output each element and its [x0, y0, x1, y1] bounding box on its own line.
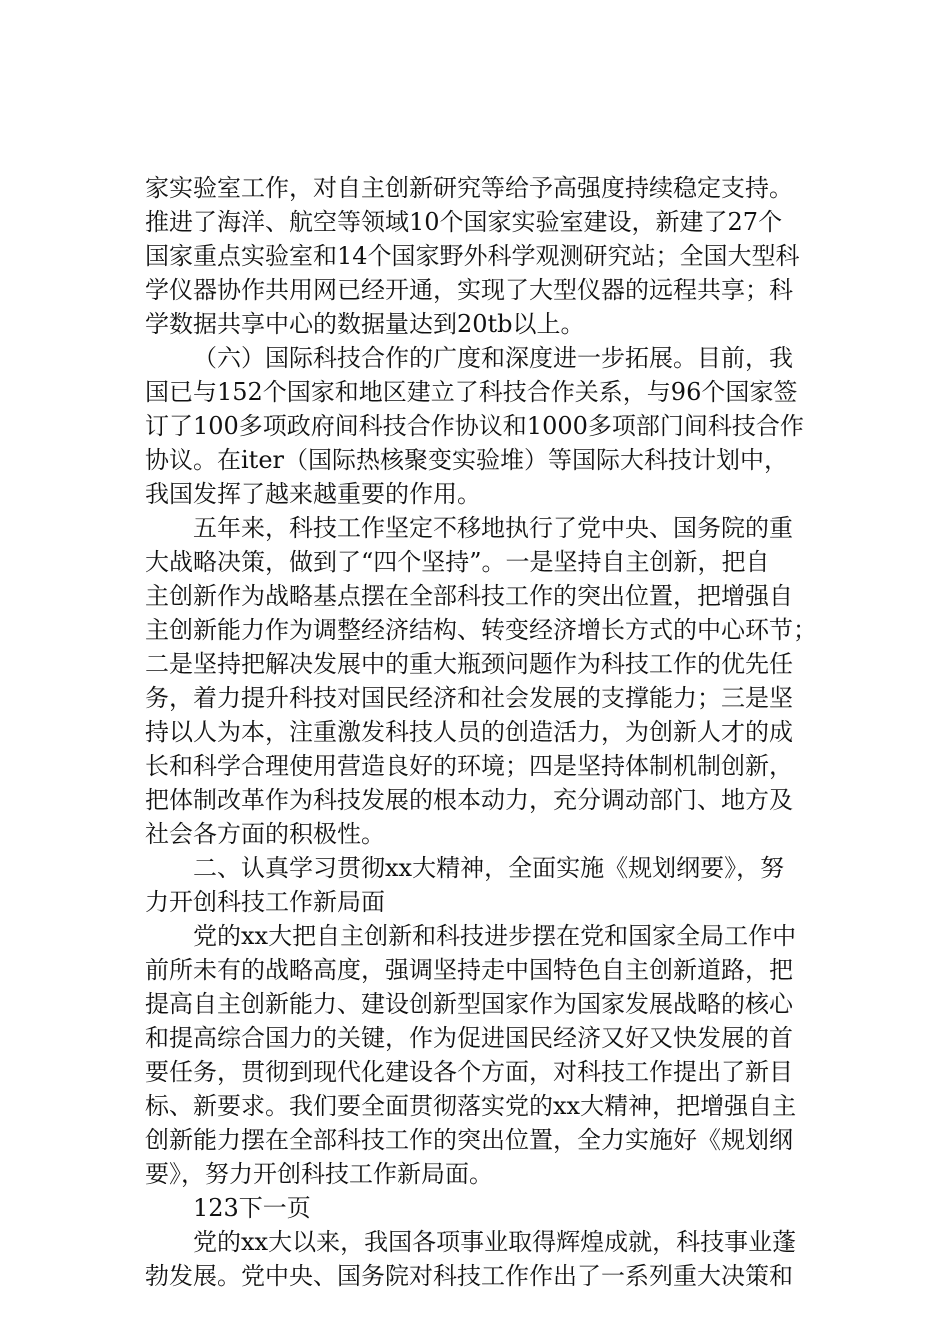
- text-line: 创新能力摆在全部科技工作的突出位置，全力实施好《规划纲: [145, 1126, 793, 1154]
- text-line: 大战略决策，做到了“四个坚持”。一是坚持自主创新，把自: [145, 548, 770, 576]
- text-line: 订了100多项政府间科技合作协议和1000多项部门间科技合作: [145, 412, 804, 440]
- text-line: 把体制改革作为科技发展的根本动力，充分调动部门、地方及: [145, 786, 793, 814]
- text-line: 长和科学合理使用营造良好的环境；四是坚持体制机制创新，: [145, 752, 793, 780]
- text-line: 协议。在iter（国际热核聚变实验堆）等国际大科技计划中，: [145, 446, 788, 474]
- text-line: 持以人为本，注重激发科技人员的创造活力，为创新人才的成: [145, 718, 793, 746]
- text-line: 标、新要求。我们要全面贯彻落实党的xx大精神，把增强自主: [145, 1092, 797, 1120]
- text-line: 和提高综合国力的关键，作为促进国民经济又好又快发展的首: [145, 1024, 793, 1052]
- text-line: 我国发挥了越来越重要的作用。: [145, 480, 481, 508]
- paragraph-first-line: 党的xx大以来，我国各项事业取得辉煌成就，科技事业蓬: [193, 1228, 797, 1256]
- paragraph-first-line: （六）国际科技合作的广度和深度进一步拓展。目前，我: [193, 344, 793, 372]
- pagination-text: 123下一页: [193, 1194, 311, 1222]
- text-line: 国家重点实验室和14个国家野外科学观测研究站；全国大型科: [145, 242, 800, 270]
- text-line: 勃发展。党中央、国务院对科技工作作出了一系列重大决策和: [145, 1262, 793, 1290]
- text-line: 前所未有的战略高度，强调坚持走中国特色自主创新道路，把: [145, 956, 793, 984]
- paragraph-first-line: 五年来，科技工作坚定不移地执行了党中央、国务院的重: [193, 514, 793, 542]
- text-line: 国已与152个国家和地区建立了科技合作关系，与96个国家签: [145, 378, 798, 406]
- text-line: 推进了海洋、航空等领域10个国家实验室建设，新建了27个: [145, 208, 783, 236]
- text-line: 主创新作为战略基点摆在全部科技工作的突出位置，把增强自: [145, 582, 793, 610]
- paragraph-first-line: 党的xx大把自主创新和科技进步摆在党和国家全局工作中: [193, 922, 797, 950]
- text-line: 主创新能力作为调整经济结构、转变经济增长方式的中心环节；: [145, 616, 817, 644]
- text-line: 家实验室工作，对自主创新研究等给予高强度持续稳定支持。: [145, 174, 793, 202]
- text-line: 提高自主创新能力、建设创新型国家作为国家发展战略的核心: [145, 990, 793, 1018]
- text-line: 学仪器协作共用网已经开通，实现了大型仪器的远程共享；科: [145, 276, 793, 304]
- text-line: 要》，努力开创科技工作新局面。: [145, 1160, 493, 1188]
- section-heading: 二、认真学习贯彻xx大精神，全面实施《规划纲要》，努: [193, 854, 785, 882]
- text-line: 学数据共享中心的数据量达到20tb以上。: [145, 310, 585, 338]
- text-line: 二是坚持把解决发展中的重大瓶颈问题作为科技工作的优先任: [145, 650, 793, 678]
- text-line: 社会各方面的积极性。: [145, 820, 385, 848]
- text-line: 务，着力提升科技对国民经济和社会发展的支撑能力；三是坚: [145, 684, 793, 712]
- text-line: 要任务，贯彻到现代化建设各个方面，对科技工作提出了新目: [145, 1058, 793, 1086]
- section-heading-continued: 力开创科技工作新局面: [145, 888, 385, 916]
